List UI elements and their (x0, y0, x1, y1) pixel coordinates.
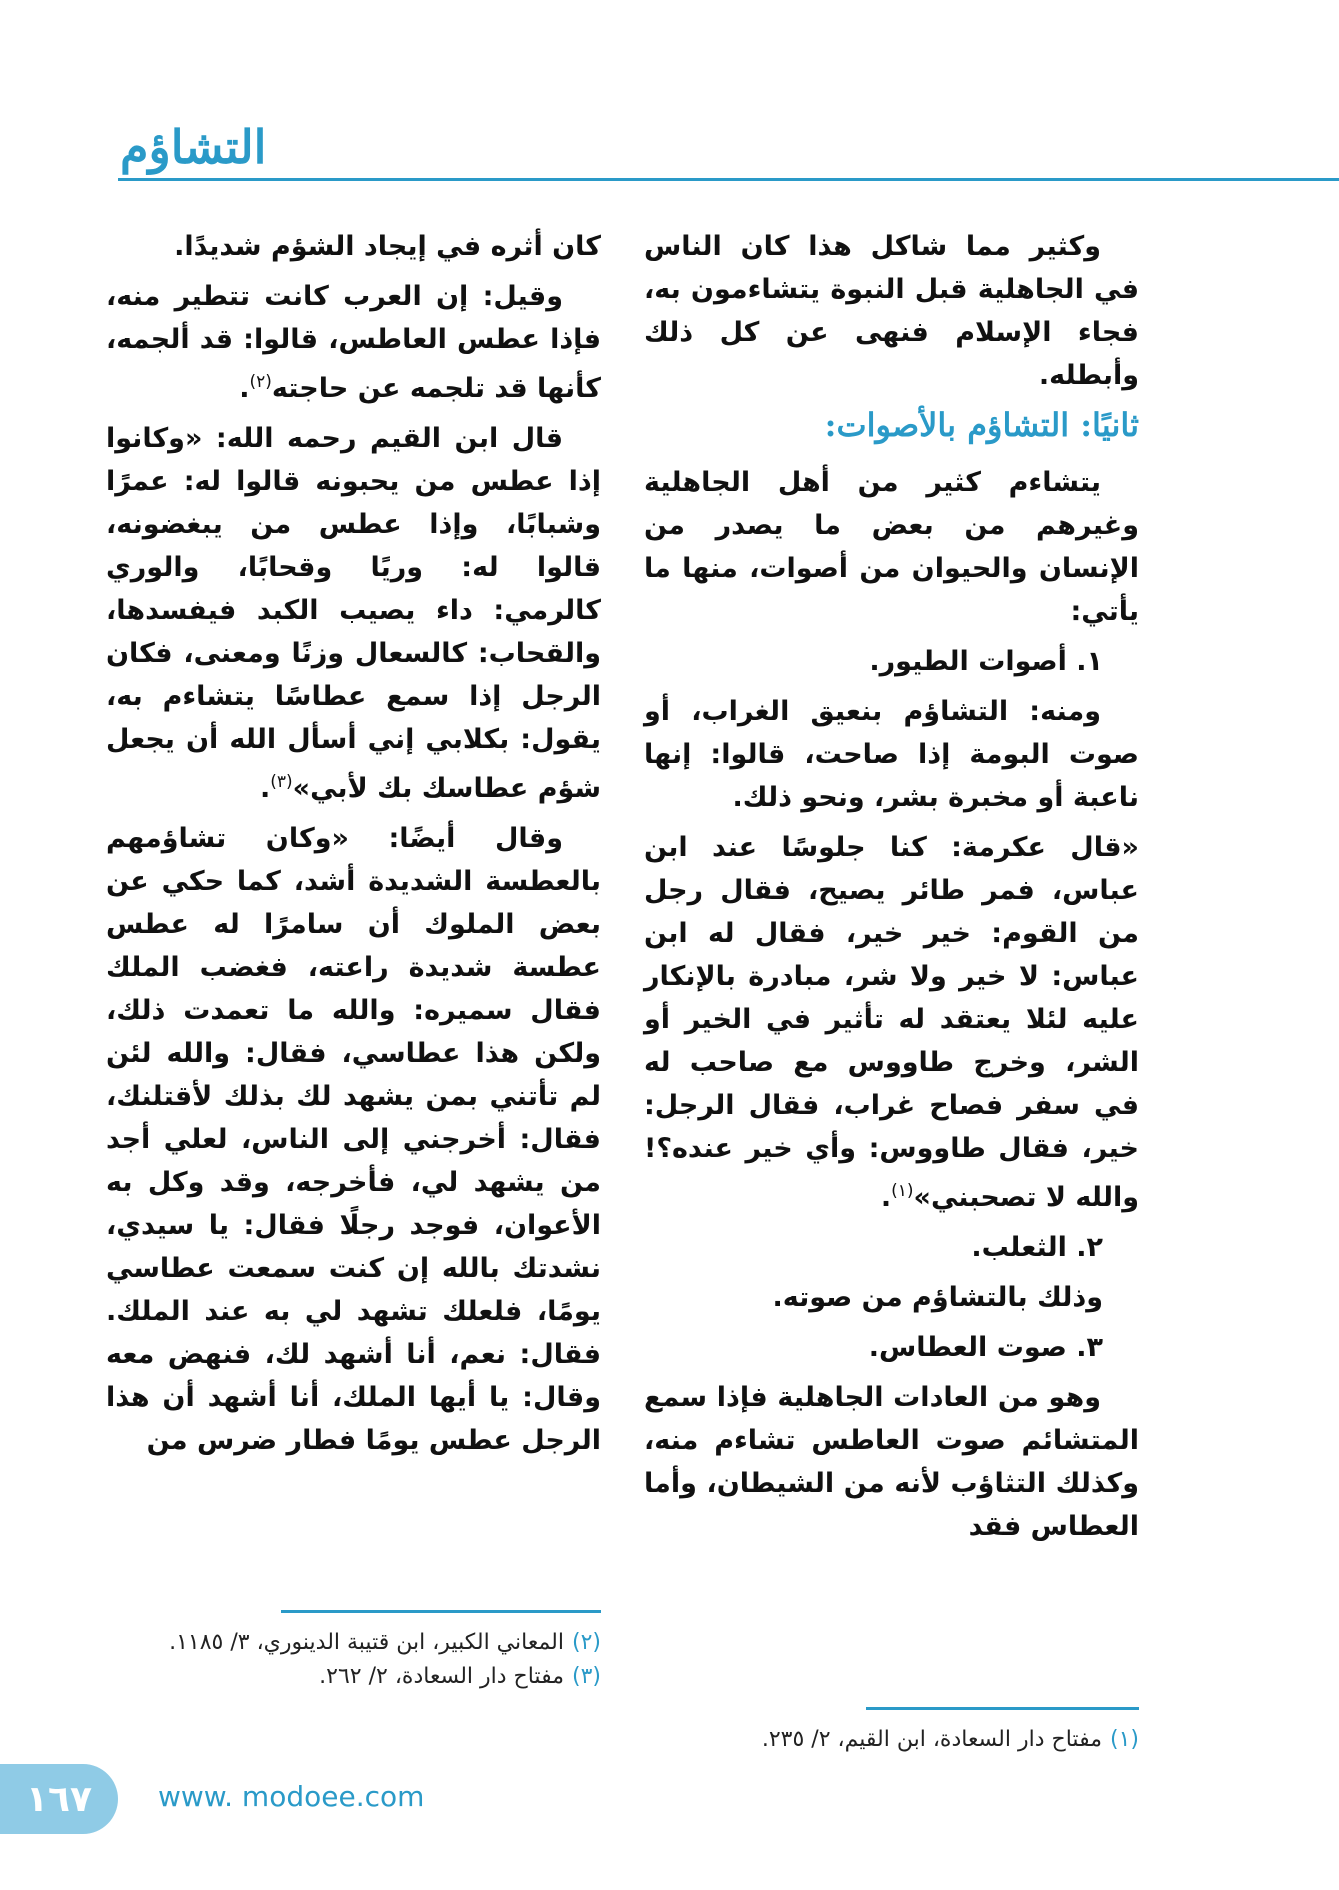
footnote-ref[interactable]: (٣) (270, 772, 293, 792)
quote-paragraph (644, 826, 1139, 1219)
paragraph-text: وقيل: إن العرب كانت تتطير منه، فإذا عطس العاطس، قالوا: قد ألجمه، كأنها قد تلجمه عن حاجته (106, 281, 601, 404)
footnotes-left (106, 1628, 601, 1692)
footnote-text: مفتاح دار السعادة، ابن القيم، ٢/ ٢٣٥. (761, 1727, 1102, 1752)
list-item: ١. أصوات الطيور. (869, 646, 1103, 677)
quote-text: قال ابن القيم رحمه الله: «وكانوا إذا عطس من يحبونه قالوا له: عمرًا وشبابًا، وإذا عطس من يبغضونه، قالوا له: وريًا وقحابًا، والوري كالرمي: داء يصيب الكبد فيفسدها، والقحاب: كالسعال وزنًا ومعنى، فكان الرجل إذا سمع عطاسًا يتشاءم به، يقول: بكلابي إني أسأل الله أن يجعل شؤم عطاسك بك لأبي» (106, 423, 601, 804)
paragraph: وهو من العادات الجاهلية فإذا سمع المتشائم صوت العاطس تشاءم منه، وكذلك التثاؤب لأنه من الشيطان، وأما العطاس فقد (644, 1382, 1139, 1542)
page-number-badge: ١٦٧ (0, 1764, 118, 1834)
quote-text: «قال عكرمة: كنا جلوسًا عند ابن عباس، فمر طائر يصيح، فقال رجل من القوم: خير خير، فقال له ابن عباس: لا خير ولا شر، مبادرة بالإنكار عليه لئلا يعتقد له تأثير في الخير أو الشر، وخرج طاووس مع صاحب له في سفر فصاح غراب، فقال الرجل: خير، فقال طاووس: وأي خير عنده؟! والله لا تصحبني» (644, 832, 1139, 1213)
section-subheading: ثانيًا: التشاؤم بالأصوات: (824, 406, 1139, 444)
website-link[interactable]: www. modoee.com (158, 1780, 425, 1813)
paragraph: وذلك بالتشاؤم من صوته. (772, 1282, 1103, 1313)
sentence-end: . (259, 773, 271, 804)
footnote-ref[interactable]: (٢) (249, 372, 272, 392)
paragraph: كان أثره في إيجاد الشؤم شديدًا. (174, 231, 601, 262)
footnote-divider (866, 1707, 1139, 1710)
quote-paragraph (106, 417, 601, 810)
footnote-number: (١) (1109, 1727, 1139, 1752)
footnote (106, 1662, 601, 1692)
footnote (644, 1725, 1139, 1755)
intro-paragraph: وكثير مما شاكل هذا كان الناس في الجاهلية قبل النبوة يتشاءمون به، فجاء الإسلام فنهى عن كل ذلك وأبطله. (644, 231, 1139, 391)
footnote-text: مفتاح دار السعادة، ٢/ ٢٦٢. (319, 1664, 564, 1689)
sentence-end: . (880, 1182, 892, 1213)
page-header-title: التشاؤم (120, 120, 267, 174)
header-divider (118, 178, 1339, 181)
footnote-text: المعاني الكبير، ابن قتيبة الدينوري، ٣/ ١١٨٥. (169, 1630, 564, 1655)
list-item: ٢. الثعلب. (971, 1232, 1103, 1263)
footnote-divider (281, 1610, 601, 1613)
left-text-column (106, 225, 601, 1469)
paragraph (106, 275, 601, 410)
footnote-ref[interactable]: (١) (891, 1181, 914, 1201)
list-item: ٣. صوت العطاس. (868, 1332, 1103, 1363)
sentence-end: . (239, 373, 250, 404)
paragraph: يتشاءم كثير من أهل الجاهلية وغيرهم من بعض ما يصدر من الإنسان والحيوان من أصوات، منها ما يأتي: (644, 467, 1139, 627)
footnote-number: (٣) (571, 1664, 601, 1689)
right-text-column (644, 225, 1139, 1555)
quote-paragraph: وقال أيضًا: «وكان تشاؤمهم بالعطسة الشديدة أشد، كما حكي عن بعض الملوك أن سامرًا له عطس عطسة شديدة راعته، فغضب الملك فقال سميره: والله ما تعمدت ذلك، ولكن هذا عطاسي، فقال: والله لئن لم تأتني بمن يشهد لك بذلك لأقتلنك، فقال: أخرجني إلى الناس، لعلي أجد من يشهد لي، فأخرجه، وقد وكل به الأعوان، فوجد رجلًا فقال: يا سيدي، نشدتك بالله إن كنت سمعت عطاسي يومًا، فلعلك تشهد لي به عند الملك. فقال: نعم، أنا أشهد لك، فنهض معه وقال: يا أيها الملك، أنا أشهد أن هذا الرجل عطس يومًا فطار ضرس من (106, 823, 601, 1456)
footnote (106, 1628, 601, 1658)
footnote-number: (٢) (571, 1630, 601, 1655)
paragraph: ومنه: التشاؤم بنعيق الغراب، أو صوت البومة إذا صاحت، قالوا: إنها ناعبة أو مخبرة بشر، ونحو ذلك. (644, 696, 1139, 813)
footnotes-right (644, 1725, 1139, 1755)
